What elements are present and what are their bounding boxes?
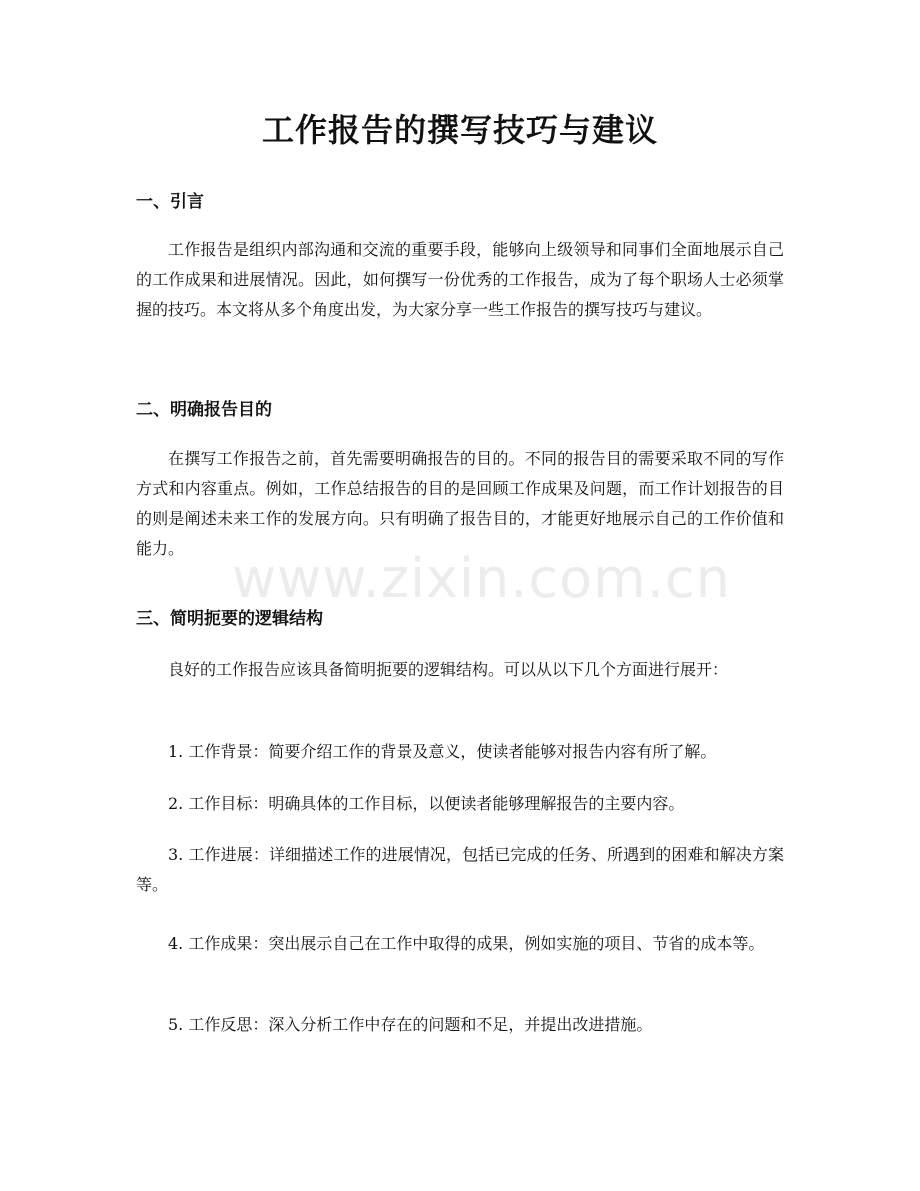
document-title: 工作报告的撰写技巧与建议 — [261, 111, 658, 149]
structure-item-results: 4. 工作成果：突出展示自己在工作中取得的成果，例如实施的项目、节省的成本等。 — [168, 934, 765, 953]
structure-item-background: 1. 工作背景：简要介绍工作的背景及意义，使读者能够对报告内容有所了解。 — [168, 742, 717, 761]
section-heading-logical-structure: 三、简明扼要的逻辑结构 — [136, 609, 323, 629]
introduction-paragraph: 工作报告是组织内部沟通和交流的重要手段，能够向上级领导和同事们全面地展示自己的工作成果和进展情况。因此，如何撰写一份优秀的工作报告，成为了每个职场人士必须掌握的技巧。本文将从多个角度出发，为大家分享一些工作报告的撰写技巧与建议。 — [136, 240, 784, 319]
logical-structure-intro-paragraph: 良好的工作报告应该具备简明扼要的逻辑结构。可以从以下几个方面进行展开： — [168, 660, 729, 679]
watermark: www.zixin.com.cn — [232, 547, 731, 610]
structure-item-reflection: 5. 工作反思：深入分析工作中存在的问题和不足，并提出改进措施。 — [168, 1015, 653, 1034]
structure-item-goals: 2. 工作目标：明确具体的工作目标，以便读者能够理解报告的主要内容。 — [168, 794, 685, 813]
section-heading-introduction: 一、引言 — [136, 192, 204, 212]
section-heading-report-purpose: 二、明确报告目的 — [136, 400, 272, 420]
report-purpose-paragraph: 在撰写工作报告之前，首先需要明确报告的目的。不同的报告目的需要采取不同的写作方式和内容重点。例如，工作总结报告的目的是回顾工作成果及问题，而工作计划报告的目的则是阐述未来工作的发展方向。只有明确了报告目的，才能更好地展示自己的工作价值和能力。 — [136, 449, 784, 558]
structure-item-progress: 3. 工作进展：详细描述工作的进展情况，包括已完成的任务、所遇到的困难和解决方案等。 — [136, 845, 784, 894]
